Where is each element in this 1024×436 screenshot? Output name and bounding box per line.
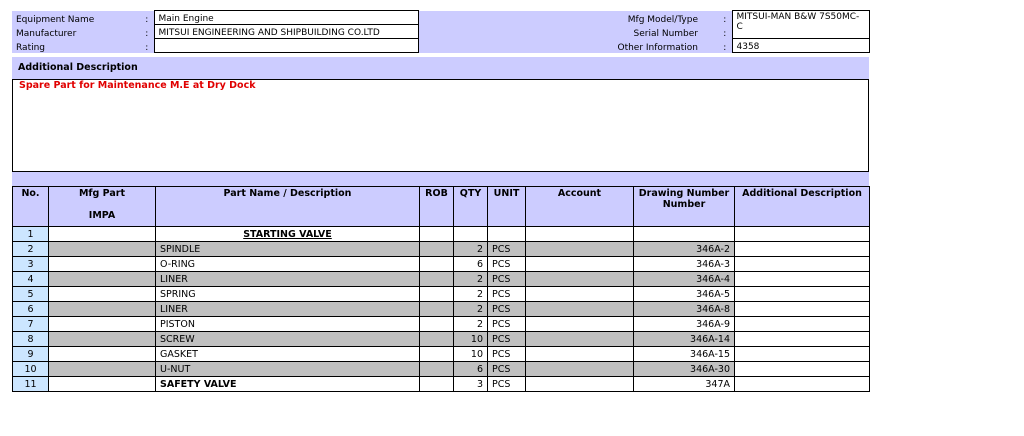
other-information-label: Other Information [418,39,718,53]
colon: : [140,39,154,53]
rating-value [154,39,418,53]
row-qty: 3 [454,377,488,392]
row-additional-description [735,257,870,272]
row-part-name: GASKET [156,347,420,362]
col-qty: QTY [454,187,488,227]
col-rob: ROB [420,187,454,227]
row-number: 9 [13,347,49,362]
col-no: No. [13,187,49,227]
manufacturer-value: MITSUI ENGINEERING AND SHIPBUILDING CO.LTD [154,25,418,39]
rating-label: Rating [12,39,140,53]
colon: : [140,25,154,39]
colon: : [718,25,732,39]
row-unit [488,227,526,242]
row-rob [420,317,454,332]
row-unit: PCS [488,362,526,377]
row-part-name: SAFETY VALVE [156,377,420,392]
table-row [13,347,870,362]
row-account [526,377,634,392]
row-additional-description [735,302,870,317]
mfg-model-label: Mfg Model/Type [418,11,718,25]
row-number: 6 [13,302,49,317]
row-rob [420,377,454,392]
row-number: 10 [13,362,49,377]
row-part-name: SPRING [156,287,420,302]
row-additional-description [735,362,870,377]
row-account [526,272,634,287]
col-account: Account [526,187,634,227]
row-drawing-number: 347A [634,377,735,392]
row-account [526,317,634,332]
row-drawing-number: 346A-3 [634,257,735,272]
row-drawing-number [634,227,735,242]
row-unit: PCS [488,287,526,302]
row-mfg-part [49,302,156,317]
row-drawing-number: 346A-4 [634,272,735,287]
additional-description-text: Spare Part for Maintenance M.E at Dry Dock [19,80,256,91]
row-unit: PCS [488,272,526,287]
row-drawing-number: 346A-8 [634,302,735,317]
row-qty: 2 [454,302,488,317]
row-qty: 10 [454,347,488,362]
equipment-info-table [12,10,870,53]
col-drawing-number: Drawing Number Number [634,187,735,227]
row-account [526,332,634,347]
row-number: 1 [13,227,49,242]
table-row [13,362,870,377]
row-additional-description [735,377,870,392]
row-unit: PCS [488,347,526,362]
row-qty: 2 [454,317,488,332]
row-unit: PCS [488,242,526,257]
row-unit: PCS [488,257,526,272]
row-mfg-part [49,362,156,377]
row-account [526,257,634,272]
row-part-name: LINER [156,302,420,317]
row-rob [420,347,454,362]
row-drawing-number: 346A-15 [634,347,735,362]
spare-part-form [12,10,869,392]
serial-number-value: 4358 [732,39,869,53]
row-additional-description [735,347,870,362]
row-additional-description [735,317,870,332]
row-mfg-part [49,317,156,332]
row-drawing-number: 346A-30 [634,362,735,377]
manufacturer-label: Manufacturer [12,25,140,39]
row-rob [420,302,454,317]
row-rob [420,332,454,347]
row-unit: PCS [488,317,526,332]
row-account [526,287,634,302]
table-row [13,227,870,242]
row-rob [420,257,454,272]
row-account [526,362,634,377]
row-part-name: LINER [156,272,420,287]
row-number: 8 [13,332,49,347]
row-number: 2 [13,242,49,257]
row-additional-description [735,287,870,302]
row-account [526,242,634,257]
row-account [526,227,634,242]
row-unit: PCS [488,302,526,317]
row-qty: 10 [454,332,488,347]
row-mfg-part [49,257,156,272]
row-additional-description [735,242,870,257]
col-additional-description: Additional Description [735,187,870,227]
serial-number-label: Serial Number [418,25,718,39]
row-unit: PCS [488,377,526,392]
col-mfg-part [49,187,156,227]
row-qty: 2 [454,272,488,287]
row-mfg-part [49,227,156,242]
row-rob [420,242,454,257]
row-qty: 2 [454,242,488,257]
equipment-name-label: Equipment Name [12,11,140,25]
col-part-name: Part Name / Description [156,187,420,227]
parts-table [12,186,870,392]
row-additional-description [735,272,870,287]
row-part-name: PISTON [156,317,420,332]
row-drawing-number: 346A-14 [634,332,735,347]
row-part-name: O-RING [156,257,420,272]
row-part-name: SPINDLE [156,242,420,257]
colon: : [718,11,732,25]
row-mfg-part [49,332,156,347]
row-drawing-number: 346A-5 [634,287,735,302]
col-unit: UNIT [488,187,526,227]
row-mfg-part [49,242,156,257]
row-drawing-number: 346A-9 [634,317,735,332]
row-mfg-part [49,347,156,362]
row-qty: 6 [454,257,488,272]
row-number: 7 [13,317,49,332]
row-drawing-number: 346A-2 [634,242,735,257]
row-qty: 6 [454,362,488,377]
additional-description-label: Additional Description [12,57,869,79]
table-row [13,272,870,287]
row-number: 5 [13,287,49,302]
col-impa-label: IMPA [88,210,116,221]
row-part-name: SCREW [156,332,420,347]
table-row [13,302,870,317]
mfg-model-value: MITSUI-MAN B&W 7S50MC-C [732,11,869,39]
table-row [13,242,870,257]
row-account [526,302,634,317]
row-mfg-part [49,272,156,287]
row-mfg-part [49,287,156,302]
colon: : [140,11,154,25]
row-rob [420,287,454,302]
row-number: 4 [13,272,49,287]
row-additional-description [735,227,870,242]
row-rob [420,272,454,287]
table-row [13,257,870,272]
col-mfg-part-label: Mfg Part [78,188,126,199]
row-number: 11 [13,377,49,392]
additional-description-box [12,79,869,172]
row-part-name: STARTING VALVE [156,227,420,242]
table-row [13,287,870,302]
row-qty [454,227,488,242]
row-qty: 2 [454,287,488,302]
table-row [13,332,870,347]
section-spacer [12,172,869,186]
row-additional-description [735,332,870,347]
row-account [526,347,634,362]
equipment-name-value: Main Engine [154,11,418,25]
row-part-name: U-NUT [156,362,420,377]
table-row [13,377,870,392]
colon: : [718,39,732,53]
row-unit: PCS [488,332,526,347]
row-number: 3 [13,257,49,272]
row-rob [420,227,454,242]
row-rob [420,362,454,377]
row-mfg-part [49,377,156,392]
table-row [13,317,870,332]
